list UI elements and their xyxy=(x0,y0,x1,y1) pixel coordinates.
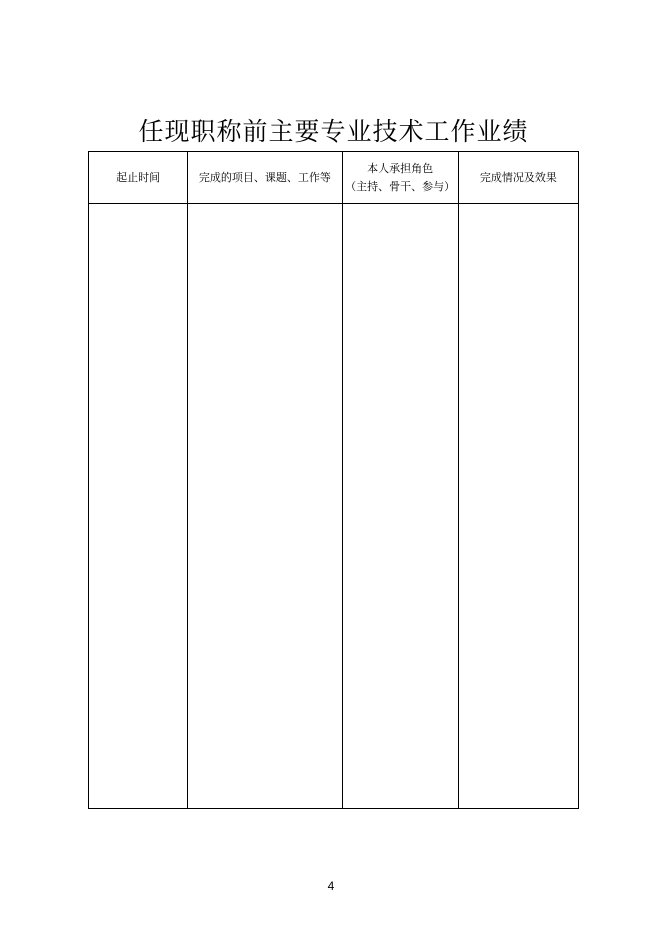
cell-work[interactable] xyxy=(188,204,342,809)
page-title: 任现职称前主要专业技术工作业绩 xyxy=(138,117,529,146)
header-result: 完成情况及效果 xyxy=(458,152,578,204)
table-row xyxy=(89,204,579,809)
performance-table xyxy=(88,151,579,809)
header-work: 完成的项目、课题、工作等 xyxy=(188,152,342,204)
header-role-title: 本人承担角色 xyxy=(367,161,434,175)
header-role-options: （主持、骨干、参与） xyxy=(345,179,456,193)
table-header-row xyxy=(89,152,579,204)
cell-period[interactable] xyxy=(89,204,188,809)
page-number: 4 xyxy=(327,879,335,893)
header-role xyxy=(342,152,458,204)
cell-result[interactable] xyxy=(458,204,578,809)
header-period: 起止时间 xyxy=(89,152,188,204)
cell-role[interactable] xyxy=(342,204,458,809)
